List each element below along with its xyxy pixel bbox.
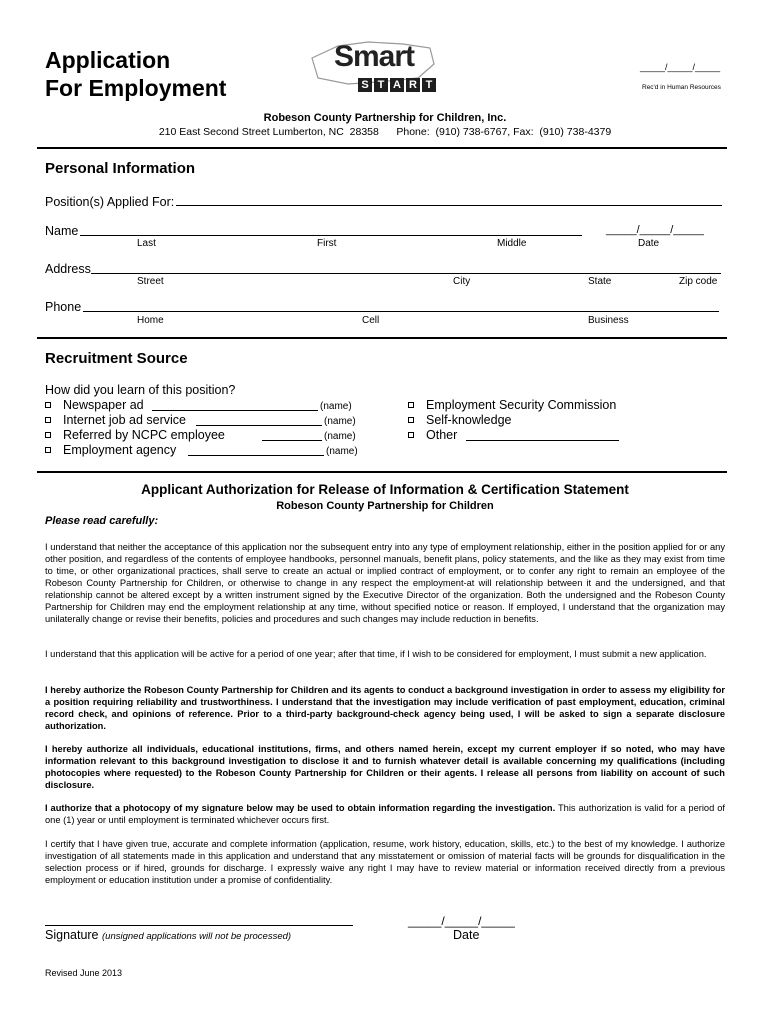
position-label: Position(s) Applied For:: [45, 195, 175, 209]
other-field[interactable]: [466, 440, 619, 441]
revised-date: Revised June 2013: [45, 968, 123, 978]
name-suffix: (name): [324, 431, 356, 442]
section-divider: [37, 471, 727, 473]
phone-sub-business: Business: [588, 315, 629, 326]
hr-received-label: Rec'd in Human Resources: [642, 84, 721, 91]
referred-name-field[interactable]: [262, 440, 322, 441]
newspaper-name-field[interactable]: [152, 410, 318, 411]
org-name: Robeson County Partnership for Children, Inc.: [263, 112, 507, 124]
authorization-subheading: Robeson County Partnership for Children: [276, 500, 494, 512]
logo-letter: S: [358, 78, 372, 92]
checkbox-icon[interactable]: [45, 402, 51, 408]
section-divider: [37, 337, 727, 339]
option-label: Other: [426, 428, 458, 442]
statement-certification: I certify that I have given true, accurate and complete information (application, resume, work history, education, skills, etc.) to the best of my knowledge. I authorize investigation of all statements made in this application and understand that any misstatement or omission of material facts will be grounds for disqualification in the selection process or if hired, grounds for discharge. I expressly waive any right I may have to review material or information received directly from a previous employment or education institution under a promise of confidentiality.: [45, 839, 725, 885]
authorization-heading: Applicant Authorization for Release of Information & Certification Statement: [141, 482, 629, 497]
signature-note: (unsigned applications will not be processed): [102, 931, 292, 942]
phone-label: Phone: [45, 300, 82, 314]
phone-field[interactable]: [83, 311, 719, 312]
option-internet[interactable]: [45, 413, 186, 427]
checkbox-icon[interactable]: [408, 402, 414, 408]
name-suffix: (name): [320, 401, 352, 412]
checkbox-icon[interactable]: [45, 417, 51, 423]
name-suffix: (name): [326, 446, 358, 457]
checkbox-icon[interactable]: [408, 417, 414, 423]
form-title-line1: Application: [45, 47, 171, 73]
statement-application-active: I understand that this application will be active for a period of one year; after that time, if I wish to be considered for employment, I must submit a new application.: [45, 649, 707, 659]
phone-sub-cell: Cell: [362, 315, 380, 326]
recruitment-heading: Recruitment Source: [45, 350, 188, 367]
checkbox-icon[interactable]: [45, 447, 51, 453]
logo-letter-row: [358, 78, 438, 92]
address-sub-zip: Zip code: [679, 276, 718, 287]
name-sub-first: First: [317, 238, 337, 249]
name-sub-date: Date: [638, 238, 660, 249]
logo-letter: T: [374, 78, 388, 92]
option-referred[interactable]: [45, 428, 225, 442]
name-suffix: (name): [324, 416, 356, 427]
checkbox-icon[interactable]: [408, 432, 414, 438]
statement-release-information: I hereby authorize all individuals, educational institutions, firms, and others named herein, except my current employer if so noted, who may have information relevant to this background investigation to disclose it and to furnish whatever detail is available concerning my qualifications (including photocopies where requested) to the Robeson County Partnership for Children or their agents. I release all persons from liability on account of such disclosure.: [45, 744, 725, 790]
address-field[interactable]: [91, 273, 721, 274]
option-label: Employment agency: [63, 443, 177, 457]
logo-letter: R: [406, 78, 420, 92]
address-sub-state: State: [588, 276, 612, 287]
statement-employment-at-will: I understand that neither the acceptance of this application nor the subsequent entry into any type of employment relationship, either in the position applied for or any other position, and regardless of the contents of employee handbooks, personnel manuals, benefit plans, policy statements, and the like as they may exist from time to time, or other organizational practices, shall serve to create an actual or implied contract of employment, or to confer any right to remain an employee of the Robeson County Partnership for Children, or otherwise to change in any respect the employment-at will relationship between it and the undersigned, and that relationship cannot be altered except by a written instrument signed by the Executive Director of the organization. Both the undersigned and the Robeson County Partnership for Children may end the employment relationship at any time, without specified notice or reason. If employed, I understand that the organization may unilaterally change or revise their benefits, policies and procedures and such changes may include reduction in benefits.: [45, 542, 725, 624]
option-label: Employment Security Commission: [426, 398, 617, 412]
form-title-line2: For Employment: [45, 75, 227, 101]
name-sub-last: Last: [137, 238, 156, 249]
address-sub-city: City: [453, 276, 471, 287]
org-address: 210 East Second Street Lumberton, NC 28358 Phone: (910) 738-6767, Fax: (910) 738-4379: [158, 126, 612, 138]
signature-label: Signature: [45, 928, 99, 942]
name-date-field[interactable]: _____/_____/_____: [606, 224, 704, 236]
logo-letter: A: [390, 78, 404, 92]
hr-date-blank[interactable]: _____/_____/_____: [640, 62, 721, 72]
address-label: Address: [45, 262, 91, 276]
option-other[interactable]: [408, 428, 457, 442]
smart-start-logo: [308, 38, 436, 102]
section-divider: [37, 147, 727, 149]
option-agency[interactable]: [45, 443, 176, 457]
read-carefully-note: Please read carefully:: [45, 515, 159, 527]
statement-background-investigation: I hereby authorize the Robeson County Partnership for Children and its agents to conduct a background investigation in order to assess my eligibility for a position requiring reliability and trustworthiness. I understand that the investigation may include verification of past employment, education, criminal record check, and opinions of reference. Prior to a third-party background-check agency being used, I will be asked to sign a separate disclosure authorization.: [45, 685, 725, 731]
signature-label-group: [45, 928, 291, 942]
checkbox-icon[interactable]: [45, 432, 51, 438]
photocopy-bold-text: I authorize that a photocopy of my signature below may be used to obtain information regarding the investigation.: [45, 803, 556, 813]
option-label: Referred by NCPC employee: [63, 428, 225, 442]
agency-name-field[interactable]: [188, 455, 324, 456]
name-field[interactable]: [80, 235, 582, 236]
phone-sub-home: Home: [137, 315, 164, 326]
recruitment-question: How did you learn of this position?: [45, 383, 236, 397]
position-field[interactable]: [176, 205, 722, 206]
logo-word: Smart: [334, 40, 415, 73]
statement-photocopy-signature: [45, 802, 725, 826]
option-esc[interactable]: [408, 398, 616, 412]
option-self-knowledge[interactable]: [408, 413, 511, 427]
name-label: Name: [45, 224, 79, 238]
photocopy-rest-text: This authorization is valid for a period of one (1) year or until employment is terminated whichever occurs first.: [45, 803, 725, 825]
internet-name-field[interactable]: [196, 425, 322, 426]
personal-info-heading: Personal Information: [45, 160, 196, 177]
option-label: Internet job ad service: [63, 413, 186, 427]
signature-date-label: Date: [453, 928, 480, 942]
address-sub-street: Street: [137, 276, 164, 287]
name-sub-middle: Middle: [497, 238, 527, 249]
signature-date-field[interactable]: _____/_____/_____: [408, 914, 515, 928]
logo-letter: T: [422, 78, 436, 92]
option-newspaper[interactable]: [45, 398, 144, 412]
option-label: Self-knowledge: [426, 413, 512, 427]
signature-field[interactable]: [45, 925, 353, 926]
option-label: Newspaper ad: [63, 398, 144, 412]
